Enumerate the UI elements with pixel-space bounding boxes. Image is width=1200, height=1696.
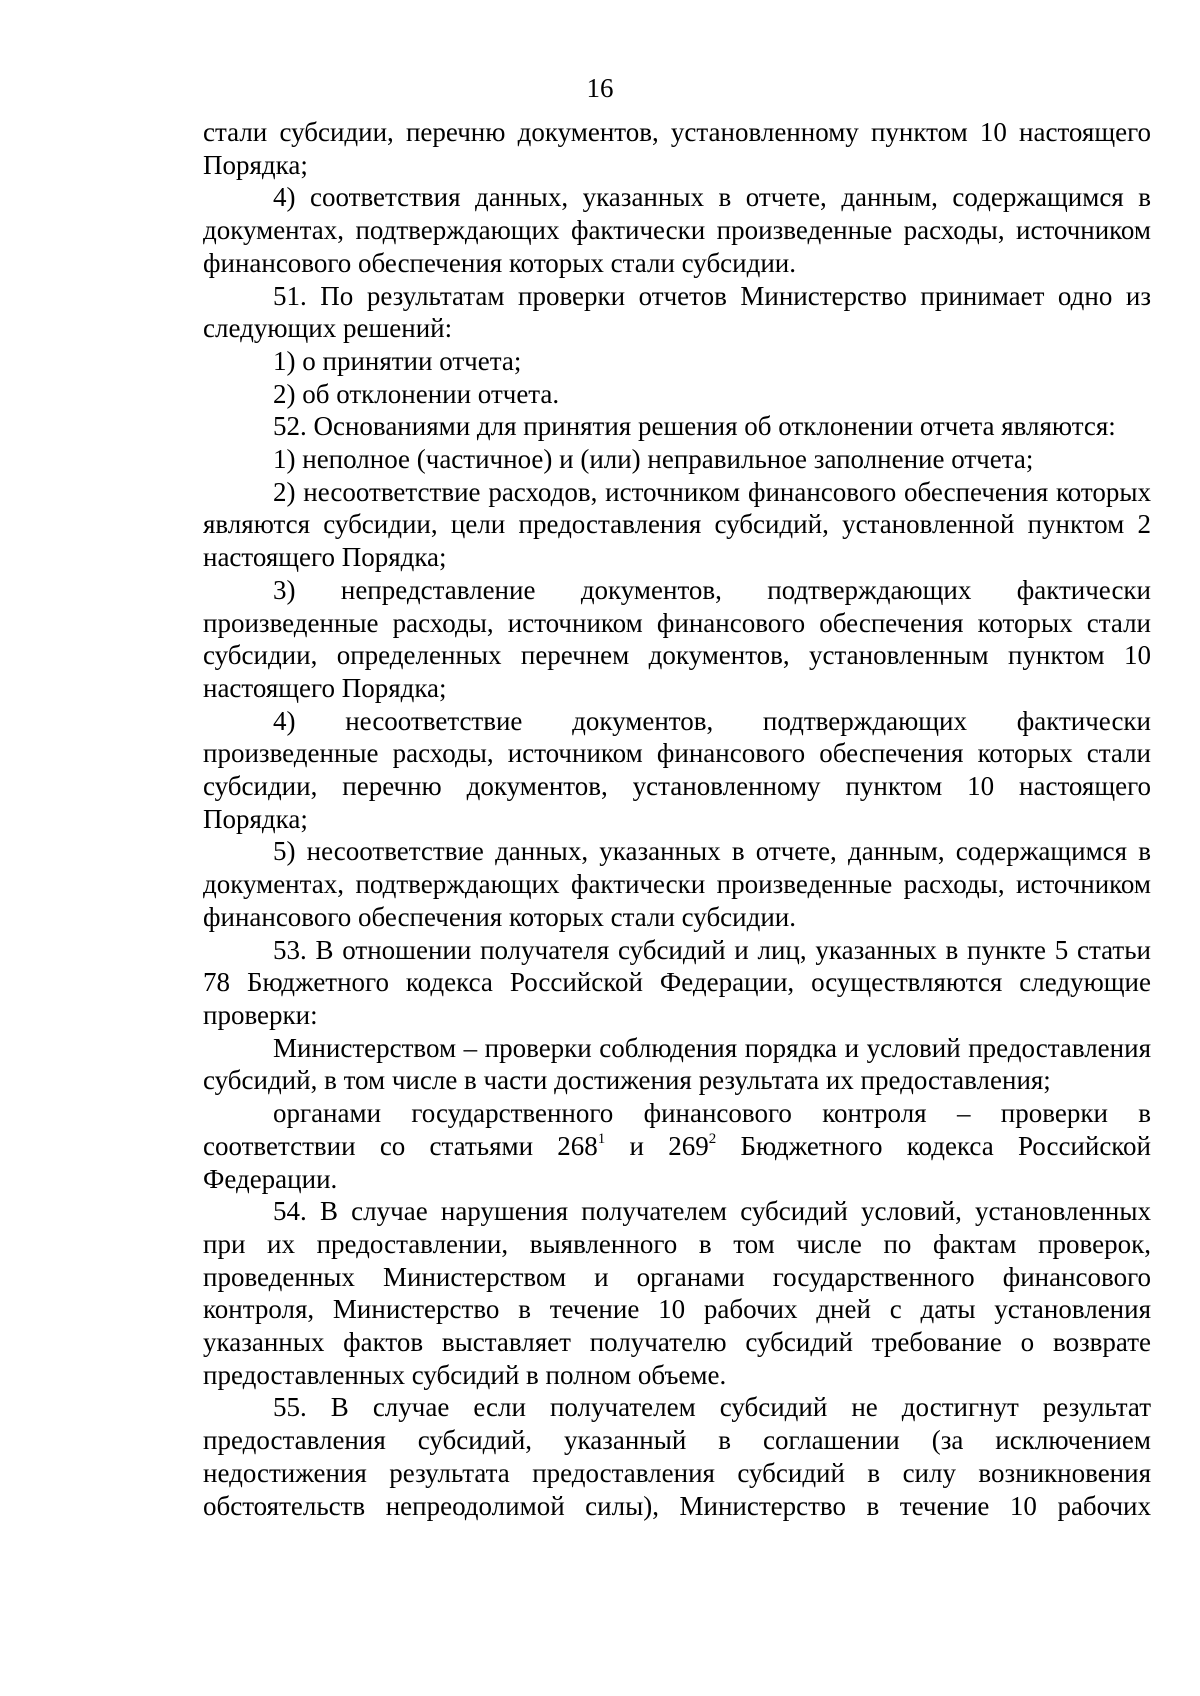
article-269-superscript: 2 [708, 1130, 717, 1147]
control-checks-text-end: Бюджетного кодекса Российской Федерации. [203, 1130, 1152, 1194]
paragraph-52-item-2: 2) несоответствие расходов, источником финансового обеспечения которых являются субсидии, цели предоставления субсидий, установленной пунктом 2 настоящего Порядка; [203, 476, 1151, 573]
paragraph-53-ministry-checks: Министерством – проверки соблюдения порядка и условий предоставления субсидий, в том числе в части достижения результата их предоставления; [203, 1032, 1151, 1096]
paragraph-54: 54. В случае нарушения получателем субсидий условий, установленных при их предоставлении, выявленного в том числе по фактам проверок, проведенных Министерством и органами государственного финансового контроля, Министерство в течение 10 рабочих дней с даты установления указанных фактов выставляет получателю субсидий требование о возврате предоставленных субсидий в полном объеме. [203, 1196, 1151, 1390]
paragraph-53-control-checks [203, 1097, 1151, 1195]
control-checks-text-start: органами государственного финансового контроля – проверки в соответствии со статьями 268 [203, 1098, 1151, 1161]
paragraph-51: 51. По результатам проверки отчетов Министерство принимает одно из следующих решений: [203, 280, 1151, 344]
paragraph-52-item-3: 3) непредставление документов, подтверждающих фактически произведенные расходы, источником финансового обеспечения которых стали субсидии, определенных перечнем документов, установленным пунктом 10 настоящего Порядка; [203, 574, 1151, 703]
paragraph-53: 53. В отношении получателя субсидий и лиц, указанных в пункте 5 статьи 78 Бюджетного кодекса Российской Федерации, осуществляются следующие проверки: [203, 934, 1151, 1030]
paragraph-52-item-1: 1) неполное (частичное) и (или) неправильное заполнение отчета; [273, 444, 1034, 475]
paragraph-51-item-1: 1) о принятии отчета; [273, 345, 522, 376]
paragraph-52-item-4: 4) несоответствие документов, подтверждающих фактически произведенные расходы, источником финансового обеспечения которых стали субсидии, перечню документов, установленному пунктом 10 настоящего Порядка; [203, 705, 1151, 834]
paragraph-55: 55. В случае если получателем субсидий не достигнут результат предоставления субсидий, указанный в соглашении (за исключением недостижения результата предоставления субсидий в силу возникновения обстоятельств непреодолимой силы), Министерство в течение 10 рабочих [203, 1392, 1151, 1521]
paragraph-52-item-5: 5) несоответствие данных, указанных в отчете, данным, содержащимся в документах, подтверждающих фактически произведенные расходы, источником финансового обеспечения которых стали субсидии. [203, 836, 1151, 932]
control-checks-text-middle: и 269 [605, 1130, 709, 1161]
page-number: 16 [586, 73, 614, 103]
document-body [203, 116, 1151, 1522]
paragraph-50-item-4: 4) соответствия данных, указанных в отчете, данным, содержащимся в документах, подтверждающих фактически произведенные расходы, источником финансового обеспечения которых стали субсидии. [203, 182, 1151, 278]
paragraph-51-item-2: 2) об отклонении отчета. [273, 378, 560, 409]
article-268-superscript: 1 [597, 1130, 606, 1147]
paragraph-52: 52. Основаниями для принятия решения об отклонении отчета являются: [273, 411, 1116, 442]
paragraph-continuation: стали субсидии, перечню документов, установленному пунктом 10 настоящего Порядка; [203, 117, 1151, 180]
